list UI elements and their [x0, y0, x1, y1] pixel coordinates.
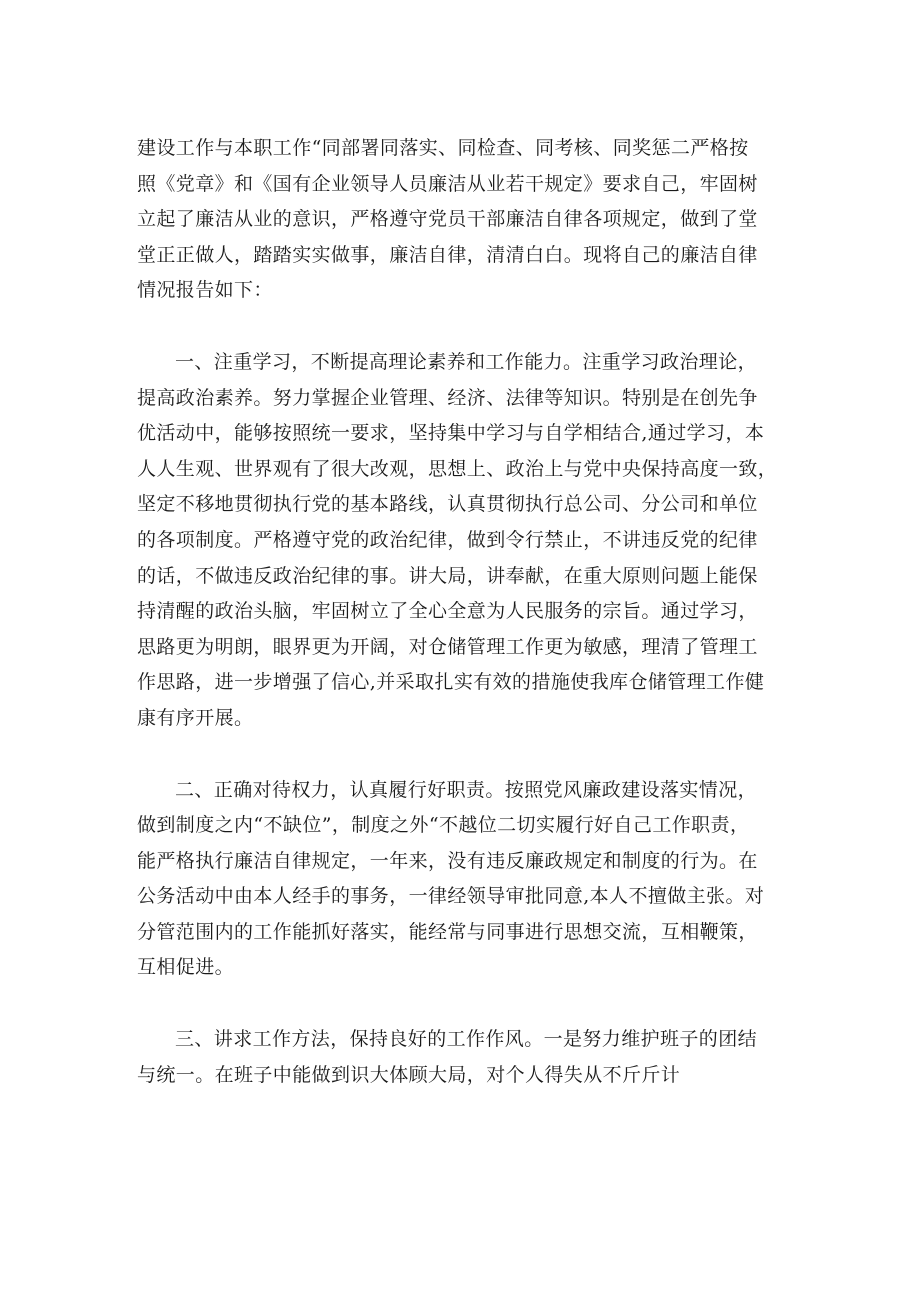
document-body	[137, 131, 802, 1129]
text-line: 二、正确对待权力，认真履行好职责。按照党风廉政建设落实情况，	[175, 778, 758, 801]
text-line: 堂正正做人，踏踏实实做事，廉洁自律，清清白白。现将自己的廉洁自律	[137, 243, 758, 266]
text-line: 互相促进。	[137, 956, 235, 979]
text-line: 的各项制度。严格遵守党的政治纪律，做到令行禁止，不讲违反党的纪律	[137, 528, 758, 551]
text-line: 三、讲求工作方法，保持良好的工作作风。一是努力维护班子的团结	[175, 1028, 758, 1051]
text-line: 照《党章》和《国有企业领导人员廉洁从业若干规定》要求自己，牢固树	[137, 172, 758, 195]
text-line: 康有序开展。	[137, 706, 254, 729]
text-line: 持清醒的政治头脑，牢固树立了全心全意为人民服务的宗旨。通过学习，	[137, 600, 758, 623]
text-line: 提高政治素养。努力掌握企业管理、经济、法律等知识。特别是在创先争	[137, 386, 758, 409]
text-line: 做到制度之内“不缺位”，制度之外“不越位二切实履行好自己工作职责，	[137, 814, 750, 837]
text-line: 情况报告如下：	[137, 279, 273, 302]
text-line: 与统一。在班子中能做到识大体顾大局，对个人得失从不斤斤计	[137, 1063, 681, 1086]
paragraph-section-2	[137, 773, 802, 987]
text-line: 分管范围内的工作能抓好落实，能经常与同事进行思想交流，互相鞭策，	[137, 920, 758, 943]
text-line: 优活动中，能够按照统一要求，坚持集中学习与自学相结合,通过学习，本	[137, 422, 765, 445]
text-line: 思路更为明朗，眼界更为开阔，对仓储管理工作更为敏感，理清了管理工	[137, 635, 758, 658]
text-line: 人人生观、世界观有了很大改观，思想上、政治上与党中央保持高度一致，	[137, 457, 778, 480]
paragraph-intro	[137, 131, 802, 309]
paragraph-section-1	[137, 345, 802, 737]
text-line: 一、注重学习，不断提高理论素养和工作能力。注重学习政治理论，	[175, 350, 758, 373]
text-line: 坚定不移地贯彻执行党的基本路线，认真贯彻执行总公司、分公司和单位	[137, 493, 758, 516]
text-line: 的话，不做违反政治纪律的事。讲大局，讲奉献，在重大原则问题上能保	[137, 564, 758, 587]
text-line: 作思路，进一步增强了信心,并采取扎实有效的措施使我库仓储管理工作健	[137, 671, 765, 694]
text-line: 公务活动中由本人经手的事务，一律经领导审批同意,本人不擅做主张。对	[137, 885, 765, 908]
text-line: 能严格执行廉洁自律规定，一年来，没有违反廉政规定和制度的行为。在	[137, 849, 758, 872]
text-line: 立起了廉洁从业的意识，严格遵守党员干部廉洁自律各项规定，做到了堂	[137, 208, 758, 231]
text-line: 建设工作与本职工作“同部署同落实、同检查、同考核、同奖惩二严格按	[137, 137, 749, 159]
paragraph-section-3	[137, 1022, 802, 1093]
